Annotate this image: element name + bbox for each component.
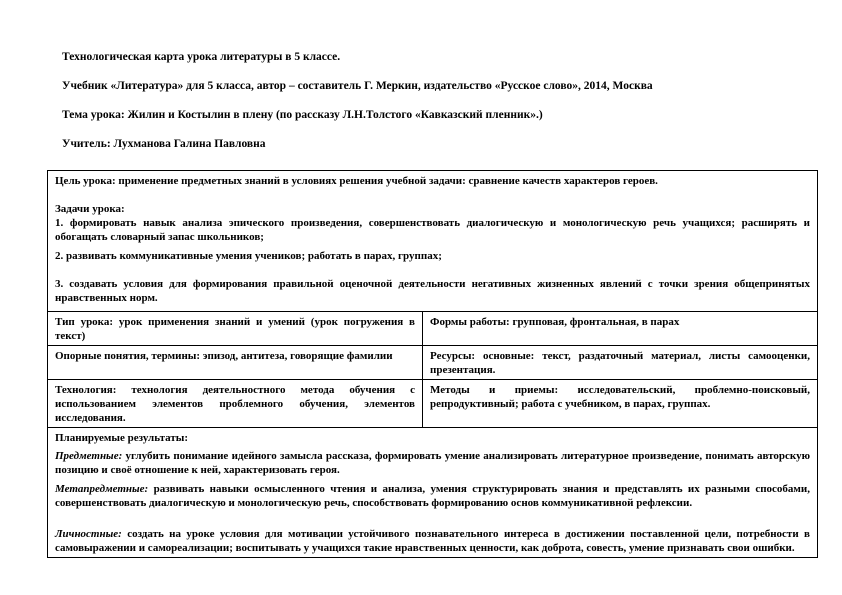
results-term: Метапредметные:: [55, 483, 149, 495]
task-item: 1. формировать навык анализа эпического произведения, совершенствовать диалогическую и монологическую речь учащихся; расширять и обогащать словарный запас школьников;: [55, 217, 810, 243]
methods-cell: Методы и приемы: исследовательский, проблемно-поисковый, репродуктивный; работа с учебником, в парах, группах.: [423, 380, 818, 428]
task-item: 3. создавать условия для формирования правильной оценочной деятельности негативных жизненных явлений с точки зрения общепринятых нравственных норм.: [55, 278, 810, 304]
results-term: Предметные:: [55, 450, 123, 462]
document-header: [62, 50, 812, 166]
technology-cell: Технология: технология деятельностного метода обучения с использованием элементов проблемного обучения, элементов исследования.: [48, 380, 423, 428]
header-topic: Тема урока: Жилин и Костылин в плену (по рассказу Л.Н.Толстого «Кавказский пленник».): [62, 109, 543, 121]
results-text: создать на уроке условия для мотивации устойчивого познавательного интереса в достижении поставленной цели, потребности в самовыражении и самореализации; воспитывать у учащихся такие нравственных ценности, как доброта, совесть, умение признавать свои ошибки.: [55, 528, 811, 554]
tasks-heading: Задачи урока:: [55, 203, 125, 215]
header-textbook: Учебник «Литература» для 5 класса, автор – составитель Г. Меркин, издательство «Русское слово», 2014, Москва: [62, 80, 653, 92]
results-item-subject: [55, 449, 810, 477]
work-forms-cell: Формы работы: групповая, фронтальная, в парах: [423, 312, 818, 346]
results-heading: Планируемые результаты:: [55, 432, 189, 444]
results-item-personal: [55, 527, 810, 555]
planned-results-cell: [48, 428, 818, 558]
task-item: 2. развивать коммуникативные умения учеников; работать в парах, группах;: [55, 250, 442, 262]
lesson-plan-table: [47, 170, 818, 558]
results-text: развивать навыки осмысленного чтения и анализа, умения структурировать знания и представлять их разными способами, совершенствовать диалогическую и монологическую речь, способствовать формированию основ коммуникативной рефлексии.: [55, 483, 811, 509]
lesson-type-cell: Тип урока: урок применения знаний и умений (урок погружения в текст): [48, 312, 423, 346]
header-teacher: Учитель: Лухманова Галина Павловна: [62, 138, 266, 150]
results-term: Личностные:: [55, 528, 122, 540]
resources-cell: Ресурсы: основные: текст, раздаточный материал, листы самооценки, презентация.: [423, 346, 818, 380]
key-terms-cell: Опорные понятия, термины: эпизод, антитеза, говорящие фамилии: [48, 346, 423, 380]
lesson-goal: Цель урока: применение предметных знаний в условиях решения учебной задачи: сравнение качеств характеров героев.: [55, 175, 658, 187]
header-title: Технологическая карта урока литературы в 5 классе.: [62, 51, 341, 63]
results-item-meta: [55, 482, 810, 510]
goal-and-tasks-cell: [48, 171, 818, 312]
results-text: углубить понимание идейного замысла рассказа, формировать умение анализировать литературное произведение, понимать авторскую позицию и своё отношение к ней, характеризовать героя.: [55, 450, 811, 476]
